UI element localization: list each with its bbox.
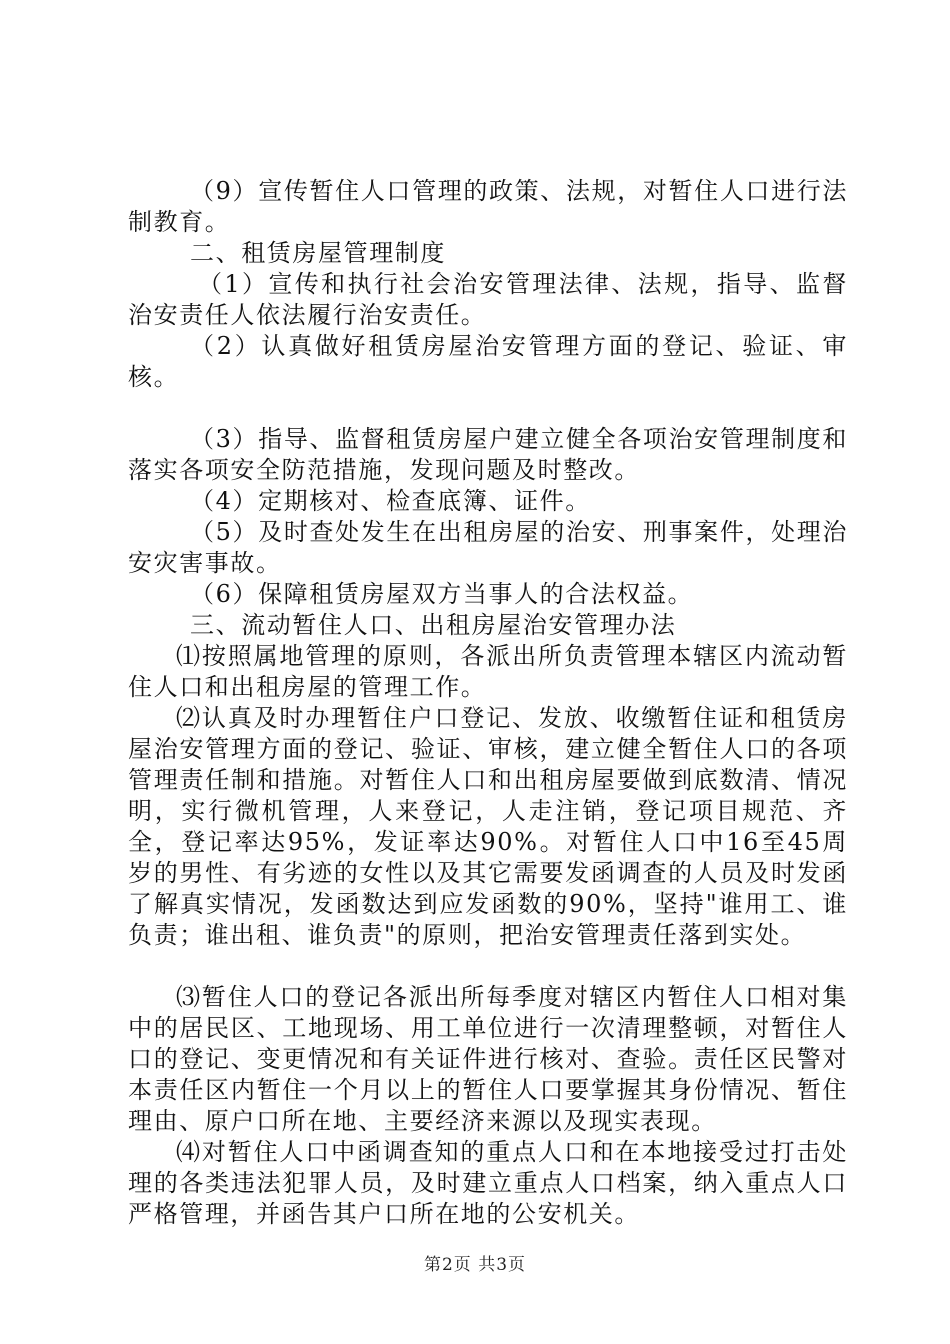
paragraph-method-2: ⑵认真及时办理暂住户口登记、发放、收缴暂住证和租赁房屋治安管理方面的登记、验证、审核，建立健全暂住人口的各项管理责任制和措施。对暂住人口和出租房屋要做到底数清、情况明，实行微机管理，人来登记，人走注销，登记项目规范、齐全，登记率达95%，发证率达90%。对暂住人口中16至45周岁的男性、有劣迹的女性以及其它需要发函调查的人员及时发函了解真实情况，发函数达到应发函数的90%，坚持"谁用工、谁负责；谁出租、谁负责"的原则，把治安管理责任落到实处。 <box>128 704 848 949</box>
paragraph-rental-4: （4）定期核对、检查底簿、证件。 <box>190 487 591 515</box>
document-body <box>128 176 848 1230</box>
paragraph-rental-3: （3）指导、监督租赁房屋户建立健全各项治安管理制度和落实各项安全防范措施，发现问题及时整改。 <box>128 425 848 484</box>
paragraph-method-1: ⑴按照属地管理的原则，各派出所负责管理本辖区内流动暂住人口和出租房屋的管理工作。 <box>128 642 848 701</box>
section-heading-rental-housing: 二、租赁房屋管理制度 <box>190 239 446 267</box>
page-number-footer: 第2页 共3页 <box>423 1255 527 1275</box>
section-heading-management-methods: 三、流动暂住人口、出租房屋治安管理办法 <box>190 611 677 639</box>
paragraph-rental-6: （6）保障租赁房屋双方当事人的合法权益。 <box>190 580 694 608</box>
paragraph-method-4: ⑷对暂住人口中函调查知的重点人口和在本地接受过打击处理的各类违法犯罪人员，及时建立重点人口档案，纳入重点人口严格管理，并函告其户口所在地的公安机关。 <box>128 1138 848 1228</box>
paragraph-item-9: （9）宣传暂住人口管理的政策、法规，对暂住人口进行法制教育。 <box>128 177 848 236</box>
paragraph-method-3: ⑶暂住人口的登记各派出所每季度对辖区内暂住人口相对集中的居民区、工地现场、用工单位进行一次清理整顿，对暂住人口的登记、变更情况和有关证件进行核对、查验。责任区民警对本责任区内暂住一个月以上的暂住人口要掌握其身份情况、暂住理由、原户口所在地、主要经济来源以及现实表现。 <box>128 983 848 1135</box>
paragraph-rental-2: （2）认真做好租赁房屋治安管理方面的登记、验证、审核。 <box>128 332 848 391</box>
paragraph-rental-5: （5）及时查处发生在出租房屋的治安、刑事案件，处理治安灾害事故。 <box>128 518 848 577</box>
paragraph-rental-1: （1）宣传和执行社会治安管理法律、法规，指导、监督治安责任人依法履行治安责任。 <box>128 270 848 329</box>
